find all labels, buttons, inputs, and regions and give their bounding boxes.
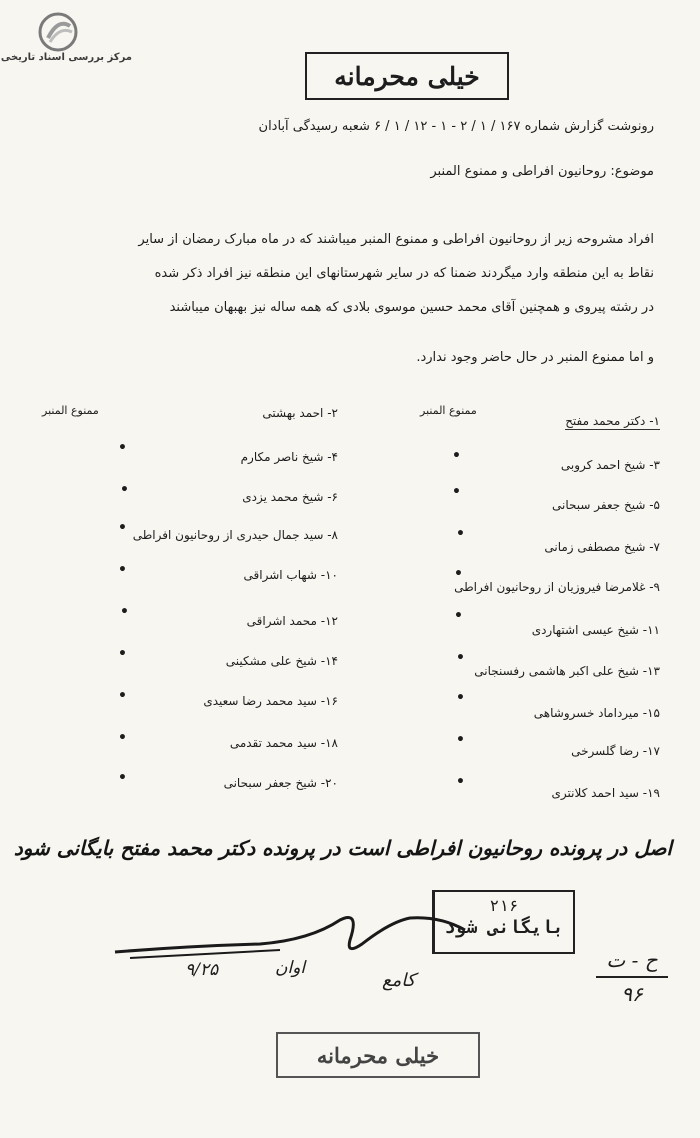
list-item-left-7: ۱۴- شیخ علی مشکینی — [225, 654, 338, 668]
list-item-right-9: ۱۷- رضا گلسرخی — [571, 744, 660, 758]
paragraph-line-3: در رشته پیروی و همچنین آقای محمد حسین موسوی بلادی که همه ساله نیز بهبهان میباشند — [169, 300, 654, 315]
check-dot: • — [118, 562, 127, 578]
list-item-right-4: ۷- شیخ مصطفی زمانی — [544, 540, 660, 554]
check-dot: • — [454, 608, 463, 624]
check-dot: • — [118, 730, 127, 746]
subject-line: موضوع: روحانیون افراطی و ممنوع المنبر — [430, 164, 654, 179]
watermark-text: مرکز بررسی اسناد تاریخی — [0, 52, 132, 63]
check-dot: • — [118, 520, 127, 536]
report-reference-line: رونوشت گزارش شماره ۱۶۷ / ۱ / ۲ - ۱ - ۱۲ / ۱ / ۶ شعبه رسیدگی آبادان — [258, 119, 654, 134]
archive-center-logo-icon — [38, 12, 78, 52]
column-header-right: ممنوع المنبر — [420, 404, 477, 417]
check-dot: • — [456, 774, 465, 790]
list-item-left-5: ۱۰- شهاب اشراقی — [243, 568, 338, 582]
list-item-right-2: ۳- شیخ احمد کروبی — [560, 458, 660, 472]
list-item-left-9: ۱۸- سید محمد تقدمی — [229, 736, 338, 750]
archive-label: بایگانی شود — [444, 917, 564, 938]
classification-stamp-bottom: خیلی محرمانه — [276, 1032, 480, 1078]
fraction-bar — [596, 976, 668, 978]
fraction-bottom: ۹۶ — [621, 982, 643, 1006]
check-dot: • — [452, 484, 461, 500]
check-dot: • — [456, 650, 465, 666]
handwritten-word-b: کامع — [382, 970, 416, 991]
list-item-left-1: ۲- احمد بهشتی — [262, 406, 338, 420]
check-dot: • — [454, 566, 463, 582]
handwritten-fraction — [596, 948, 668, 1006]
list-item-right-10: ۱۹- سید احمد کلانتری — [551, 786, 660, 800]
check-dot: • — [452, 448, 461, 464]
list-item-left-2: ۴- شیخ ناصر مکارم — [240, 450, 338, 464]
check-dot: • — [456, 732, 465, 748]
check-dot: • — [118, 770, 127, 786]
archive-number: ۲۱۶ — [489, 896, 519, 915]
classification-stamp-top: خیلی محرمانه — [305, 52, 509, 100]
check-dot: • — [456, 690, 465, 706]
handwritten-note: اصل در پرونده روحانیون افراطی است در پرونده دکتر محمد مفتح بایگانی شود — [13, 836, 672, 860]
check-dot: • — [118, 440, 127, 456]
list-item-left-10: ۲۰- شیخ جعفر سبحانی — [223, 776, 338, 790]
column-header-left: ممنوع المنبر — [42, 404, 99, 417]
list-item-left-4: ۸- سید جمال حیدری از روحانیون افراطی — [132, 528, 338, 542]
paragraph-line-4: و اما ممنوع المنبر در حال حاضر وجود ندارد. — [416, 350, 654, 365]
list-item-right-6: ۱۱- شیخ عیسی اشتهاردی — [531, 623, 660, 637]
list-item-right-5: ۹- غلامرضا فیروزیان از روحانیون افراطی — [454, 580, 660, 594]
list-item-left-6: ۱۲- محمد اشراقی — [246, 614, 338, 628]
check-dot: • — [118, 646, 127, 662]
check-dot: • — [456, 526, 465, 542]
paragraph-line-2: نقاط به این منطقه وارد میگردند ضمنا که در سایر شهرستانهای این منطقه نیز افراد ذکر شده — [154, 266, 654, 281]
paragraph-line-1: افراد مشروحه زیر از روحانیون افراطی و ممنوع المنبر میباشند که در ماه مبارک رمضان از سایر — [138, 232, 654, 247]
handwritten-word-a: اوان — [275, 958, 306, 978]
check-dot: • — [118, 688, 127, 704]
list-item-right-3: ۵- شیخ جعفر سبحانی — [552, 498, 660, 512]
check-dot: • — [120, 604, 129, 620]
list-item-left-3: ۶- شیخ محمد یزدی — [242, 490, 338, 504]
fraction-top: ح - ت — [606, 948, 658, 972]
list-item-right-7: ۱۳- شیخ علی اکبر هاشمی رفسنجانی — [474, 664, 660, 678]
list-item-right-8: ۱۵- میرداماد خسروشاهی — [533, 706, 660, 720]
handwritten-date: ۹/۲۵ — [185, 960, 219, 980]
list-item-right-1: ۱- دکتر محمد مفتح — [565, 414, 660, 428]
check-dot: • — [120, 482, 129, 498]
list-item-left-8: ۱۶- سید محمد رضا سعیدی — [203, 694, 338, 708]
